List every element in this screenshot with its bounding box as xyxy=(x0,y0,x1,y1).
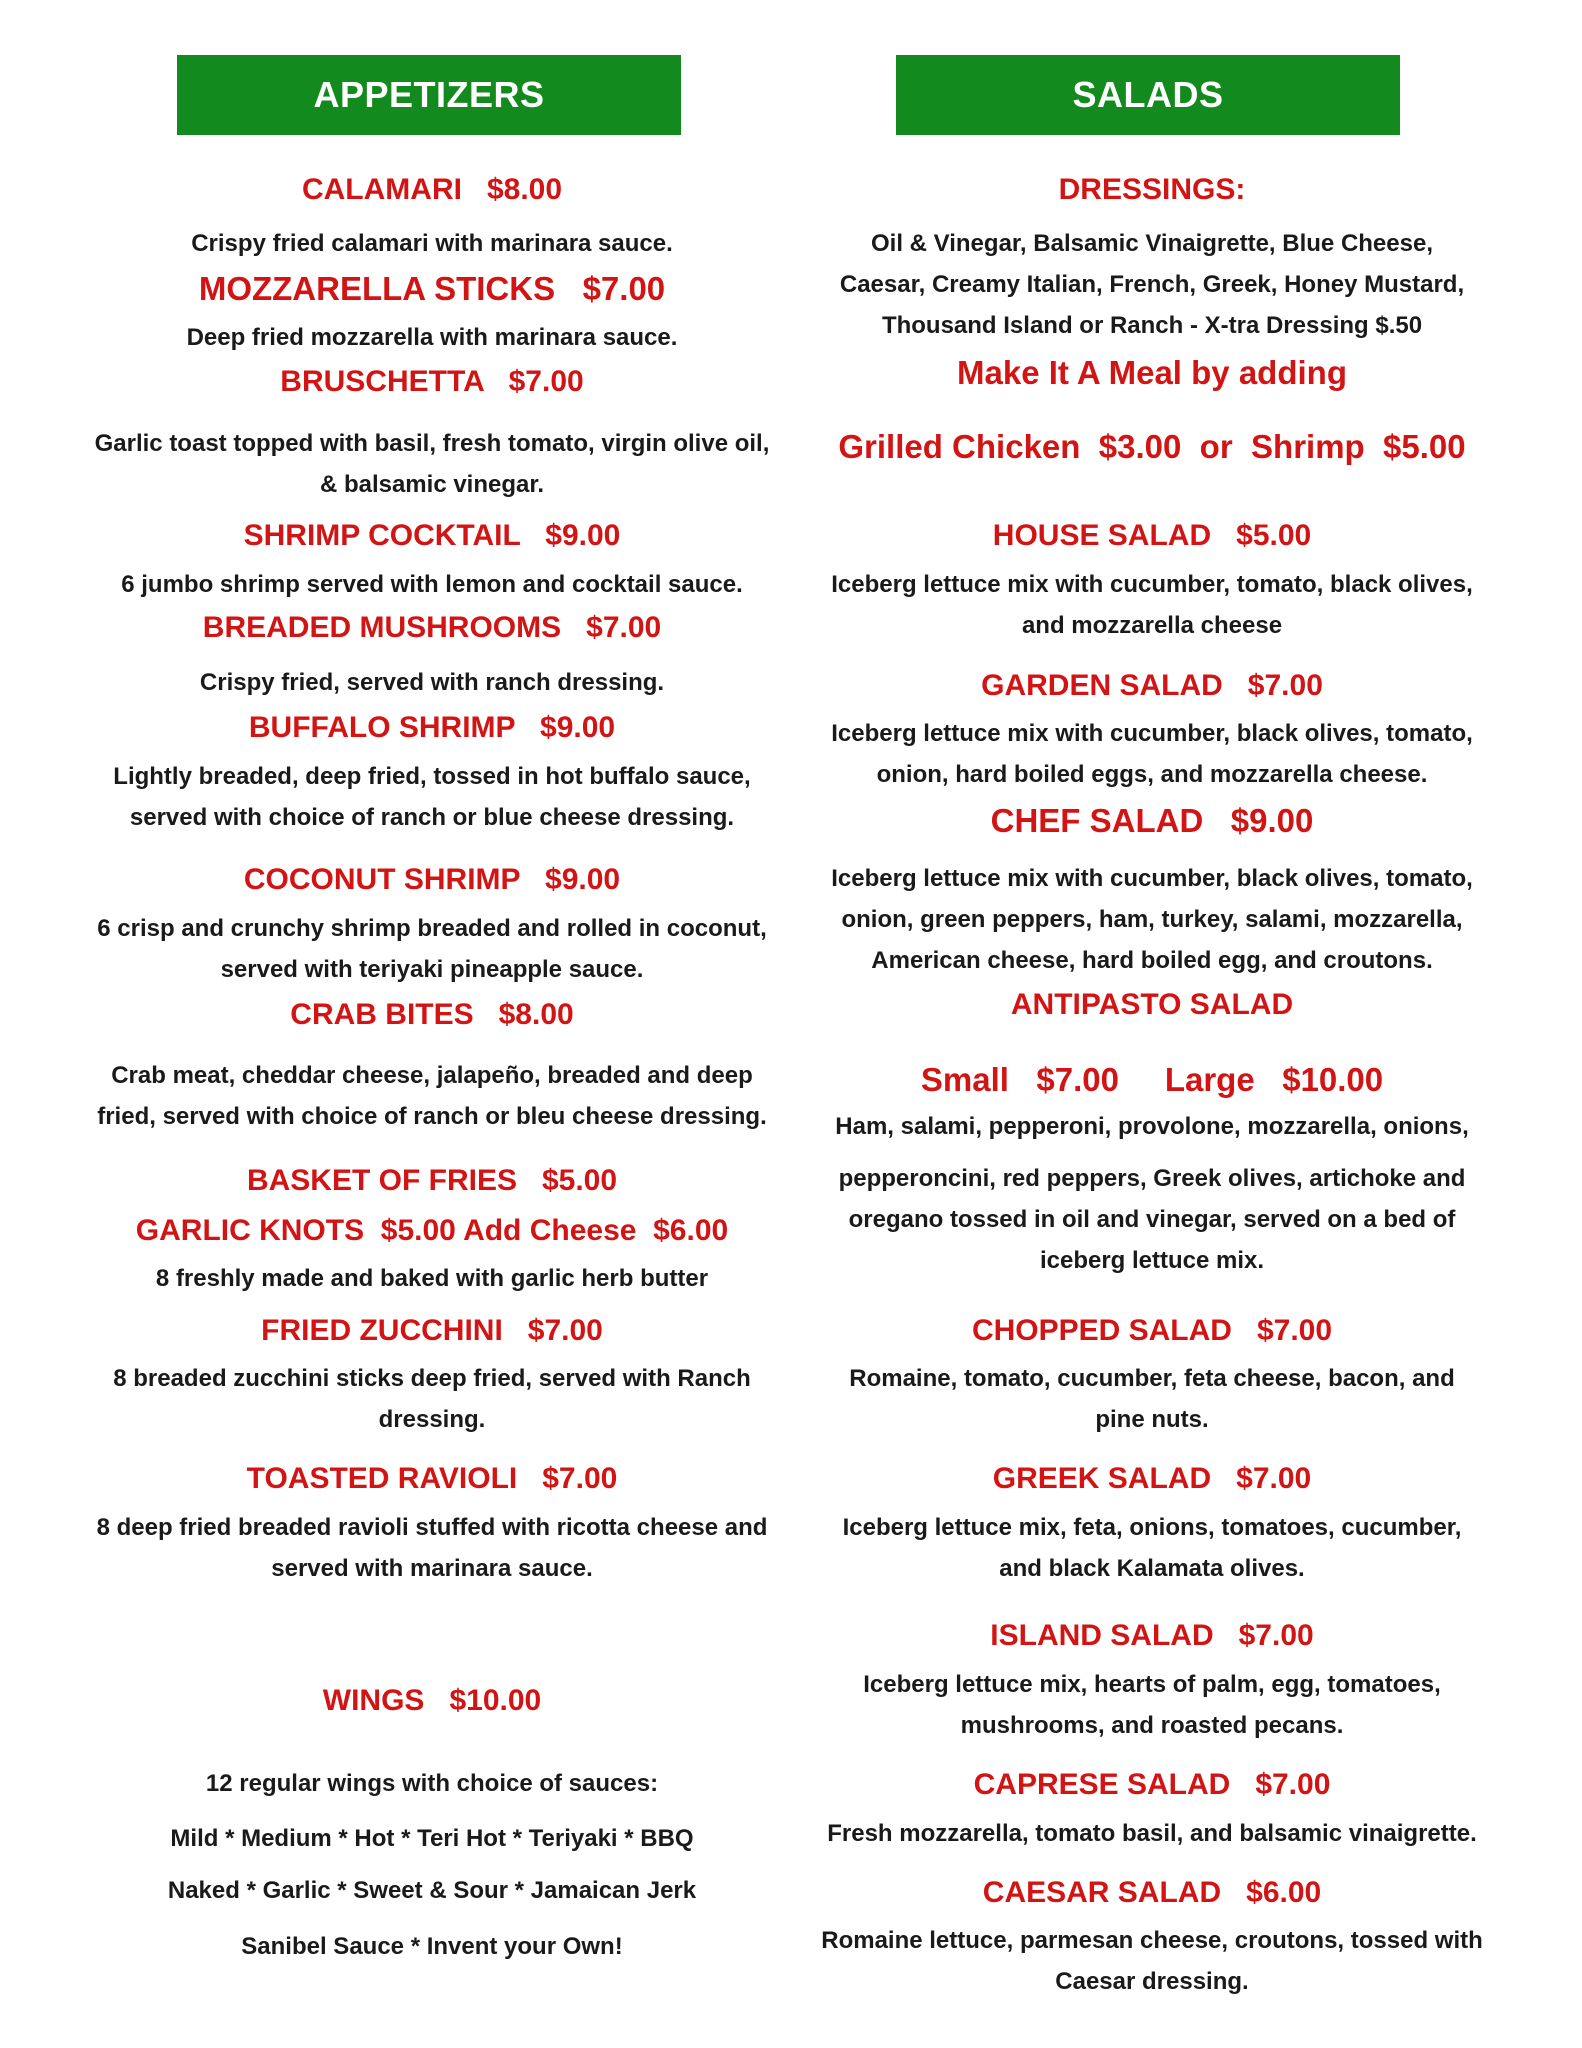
item-desc-greek-salad: Iceberg lettuce mix, feta, onions, tomatoes, cucumber, and black Kalamata olives. xyxy=(842,1514,1462,1582)
item-title-crab-bites: CRAB BITES $8.00 xyxy=(290,998,574,1031)
item-title-chopped-salad: CHOPPED SALAD $7.00 xyxy=(971,1314,1333,1347)
item-title-island-salad: ISLAND SALAD $7.00 xyxy=(990,1619,1314,1652)
item-title-basket-of-fries: BASKET OF FRIES $5.00 xyxy=(246,1164,618,1197)
item-desc-wings: 12 regular wings with choice of sauces: xyxy=(205,1770,659,1797)
item-title-house-salad: HOUSE SALAD $5.00 xyxy=(992,519,1312,552)
item-desc-buffalo-shrimp: Lightly breaded, deep fried, tossed in hot buffalo sauce, served with choice of ranch or blue cheese dressing. xyxy=(113,763,751,831)
item-desc-breaded-mushrooms: Crispy fried, served with ranch dressing. xyxy=(199,669,665,696)
meal-add-ons: Grilled Chicken $3.00 or Shrimp $5.00 xyxy=(838,428,1466,465)
item-desc-garlic-knots: 8 freshly made and baked with garlic herb butter xyxy=(155,1265,709,1292)
item-title-antipasto-salad: ANTIPASTO SALAD xyxy=(1010,988,1294,1021)
antipasto-sizes: Small $7.00 Large $10.00 xyxy=(920,1061,1384,1098)
item-title-shrimp-cocktail: SHRIMP COCKTAIL $9.00 xyxy=(243,519,621,552)
item-title-toasted-ravioli: TOASTED RAVIOLI $7.00 xyxy=(246,1462,618,1495)
item-desc-bruschetta: Garlic toast topped with basil, fresh tomato, virgin olive oil, & balsamic vinegar. xyxy=(94,430,770,498)
item-desc-shrimp-cocktail: 6 jumbo shrimp served with lemon and cocktail sauce. xyxy=(121,571,743,598)
appetizers-column xyxy=(72,0,792,2048)
item-desc-mozzarella-sticks: Deep fried mozzarella with marinara sauce. xyxy=(186,324,678,351)
dressings-list: Oil & Vinegar, Balsamic Vinaigrette, Blue Cheese, Caesar, Creamy Italian, French, Greek, Honey Mustard, Thousand Island or Ranch - X-tra Dressing $.50 xyxy=(839,230,1465,339)
item-title-wings: WINGS $10.00 xyxy=(322,1684,542,1717)
item-title-caprese-salad: CAPRESE SALAD $7.00 xyxy=(973,1768,1331,1801)
item-title-bruschetta: BRUSCHETTA $7.00 xyxy=(280,365,584,398)
appetizers-header: APPETIZERS xyxy=(177,55,681,135)
salads-header: SALADS xyxy=(896,55,1400,135)
dressings-title: DRESSINGS: xyxy=(1058,173,1246,206)
item-title-coconut-shrimp: COCONUT SHRIMP $9.00 xyxy=(243,863,621,896)
item-desc-chef-salad: Iceberg lettuce mix with cucumber, black olives, tomato, onion, green peppers, ham, turkey, salami, mozzarella, American cheese, hard boiled egg, and croutons. xyxy=(831,865,1473,974)
wing-sauces-line-1: Mild * Medium * Hot * Teri Hot * Teriyaki * BBQ xyxy=(170,1825,694,1852)
salads-column xyxy=(792,0,1512,2048)
item-desc-chopped-salad: Romaine, tomato, cucumber, feta cheese, bacon, and pine nuts. xyxy=(849,1365,1455,1433)
item-desc-crab-bites: Crab meat, cheddar cheese, jalapeño, breaded and deep fried, served with choice of ranch or bleu cheese dressing. xyxy=(97,1062,767,1130)
make-it-a-meal: Make It A Meal by adding xyxy=(957,354,1347,391)
item-desc-coconut-shrimp: 6 crisp and crunchy shrimp breaded and rolled in coconut, served with teriyaki pineapple sauce. xyxy=(97,915,767,983)
item-desc-garden-salad: Iceberg lettuce mix with cucumber, black olives, tomato, onion, hard boiled eggs, and mozzarella cheese. xyxy=(831,720,1473,788)
item-desc-caprese-salad: Fresh mozzarella, tomato basil, and balsamic vinaigrette. xyxy=(827,1820,1477,1847)
item-desc-calamari: Crispy fried calamari with marinara sauce. xyxy=(191,230,673,257)
item-title-mozzarella-sticks: MOZZARELLA STICKS $7.00 xyxy=(198,270,666,307)
item-title-garlic-knots: GARLIC KNOTS $5.00 Add Cheese $6.00 xyxy=(135,1214,729,1247)
item-title-garden-salad: GARDEN SALAD $7.00 xyxy=(981,669,1323,702)
item-title-chef-salad: CHEF SALAD $9.00 xyxy=(990,802,1314,839)
item-desc-house-salad: Iceberg lettuce mix with cucumber, tomato, black olives, and mozzarella cheese xyxy=(831,571,1473,639)
item-desc-fried-zucchini: 8 breaded zucchini sticks deep fried, served with Ranch dressing. xyxy=(113,1365,751,1433)
item-title-greek-salad: GREEK SALAD $7.00 xyxy=(992,1462,1312,1495)
item-title-buffalo-shrimp: BUFFALO SHRIMP $9.00 xyxy=(248,711,616,744)
item-title-calamari: CALAMARI $8.00 xyxy=(301,173,563,206)
wing-sauces-line-2: Naked * Garlic * Sweet & Sour * Jamaican Jerk xyxy=(167,1877,697,1904)
item-title-caesar-salad: CAESAR SALAD $6.00 xyxy=(982,1876,1322,1909)
item-desc-toasted-ravioli: 8 deep fried breaded ravioli stuffed with ricotta cheese and served with marinara sauce. xyxy=(96,1514,768,1582)
item-desc-antipasto-salad: pepperoncini, red peppers, Greek olives, artichoke and oregano tossed in oil and vinegar, served on a bed of iceberg lettuce mix. xyxy=(838,1165,1466,1274)
item-desc-caesar-salad: Romaine lettuce, parmesan cheese, croutons, tossed with Caesar dressing. xyxy=(821,1927,1483,1995)
item-desc-antipasto-line-1: Ham, salami, pepperoni, provolone, mozzarella, onions, xyxy=(835,1113,1469,1140)
item-title-breaded-mushrooms: BREADED MUSHROOMS $7.00 xyxy=(202,611,662,644)
wing-sauces-line-3: Sanibel Sauce * Invent your Own! xyxy=(241,1933,623,1960)
item-desc-island-salad: Iceberg lettuce mix, hearts of palm, egg, tomatoes, mushrooms, and roasted pecans. xyxy=(863,1671,1441,1739)
item-title-fried-zucchini: FRIED ZUCCHINI $7.00 xyxy=(261,1314,603,1347)
